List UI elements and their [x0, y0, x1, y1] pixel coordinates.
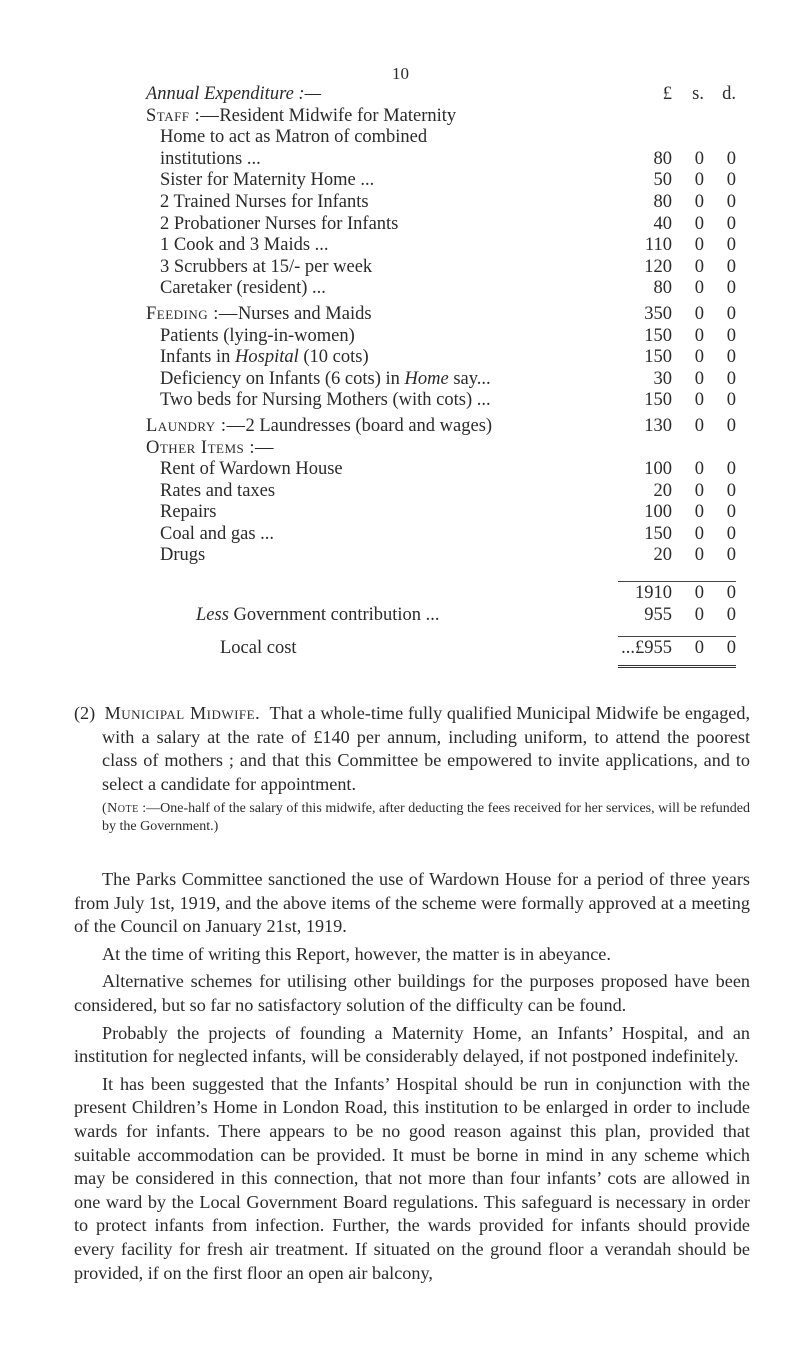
amount-pounds: 80	[653, 148, 672, 169]
less-row	[146, 605, 736, 627]
municipal-heading: Municipal Midwife.	[104, 703, 261, 723]
municipal-text: That a whole-time fully qualified Municipal Midwife be engaged, with a salary at the rate of £140 per annum, including uniform, to attend the poorest class of mothers ; and that this Committee be empowered to invite applications, and to select a candidate for appointment.	[102, 703, 751, 794]
amount-shillings: 0	[694, 325, 704, 346]
amount-pounds: 40	[653, 213, 672, 234]
staff-label: Staff :—	[146, 105, 220, 126]
local-cost-row	[146, 638, 736, 660]
staff-first-text: Resident Midwife for Maternity	[219, 105, 457, 126]
amount-pounds: 130	[644, 415, 672, 436]
amount-shillings: 0	[694, 278, 704, 299]
amount-shillings: 0	[694, 638, 704, 659]
amount-shillings: 0	[694, 390, 704, 411]
paragraph: The Parks Committee sanctioned the use of Wardown House for a period of three years from July 1st, 1919, and the above items of the scheme were formally approved at a meeting of the Council on January 21st, 1919.	[74, 869, 750, 937]
amount-pence: 0	[726, 604, 736, 625]
amount-shillings: 0	[694, 213, 704, 234]
amount-shillings: 0	[694, 523, 704, 544]
municipal-number: (2)	[74, 703, 96, 723]
feeding-item-label: Two beds for Nursing Mothers (with cots) ...	[160, 390, 491, 411]
amount-shillings: 0	[694, 604, 704, 625]
amount-pounds: 150	[644, 390, 672, 411]
item-label: 3 Scrubbers at 15/- per week	[160, 256, 373, 277]
page-number: 10	[392, 64, 409, 83]
amount-pence: 0	[726, 213, 736, 234]
amount-pence: 0	[726, 278, 736, 299]
feeding-first-label: Nurses and Maids	[237, 303, 372, 324]
amount-pounds: 100	[644, 459, 672, 480]
staff-item-row	[146, 214, 736, 236]
paragraph: Probably the projects of founding a Maternity Home, an Infants’ Hospital, and an institution for neglected infants, will be considerably delayed, if not postponed indefinitely.	[74, 1022, 750, 1067]
feeding-item-label: Deficiency on Infants (6 cots) in	[160, 368, 405, 389]
amount-pence: 0	[726, 523, 736, 544]
amount-shillings: 0	[694, 235, 704, 256]
col-shillings: s.	[692, 84, 704, 104]
expenditure-heading-row	[146, 84, 736, 106]
amount-shillings: 0	[694, 347, 704, 368]
amount-shillings: 0	[694, 303, 704, 324]
amount-pence: 0	[726, 191, 736, 212]
amount-pounds: 50	[653, 170, 672, 191]
item-label: Drugs	[160, 545, 206, 566]
amount-pounds: 955	[644, 604, 672, 625]
amount-pounds: 350	[644, 303, 672, 324]
local-cost-label: Local cost	[220, 638, 297, 659]
amount-pence: 0	[726, 368, 736, 389]
other-item-row	[146, 524, 736, 546]
staff-item-row	[146, 235, 736, 257]
amount-pounds: 80	[653, 191, 672, 212]
amount-shillings: 0	[694, 480, 704, 501]
item-label: Coal and gas ...	[160, 523, 275, 544]
amount-pence: 0	[726, 545, 736, 566]
amount-shillings: 0	[694, 368, 704, 389]
other-item-row	[146, 502, 736, 524]
amount-pounds: 80	[653, 278, 672, 299]
other-items-row	[146, 438, 736, 460]
staff-item-row	[146, 192, 736, 214]
feeding-row	[146, 347, 736, 369]
feeding-row-1	[146, 304, 736, 326]
feeding-row	[146, 390, 736, 412]
total-row	[146, 583, 736, 605]
amount-pounds: ...£955	[621, 638, 672, 659]
other-item-row	[146, 545, 736, 567]
amount-pence: 0	[726, 235, 736, 256]
feeding-label: Feeding :—	[146, 303, 238, 324]
less-label: Less	[196, 604, 229, 625]
amount-pence: 0	[726, 638, 736, 659]
feeding-item-label: Patients (lying-in-women)	[160, 325, 355, 346]
amount-pence: 0	[726, 325, 736, 346]
amount-pence: 0	[726, 303, 736, 324]
amount-pence: 0	[726, 390, 736, 411]
amount-pounds: 30	[653, 368, 672, 389]
amount-pounds: 150	[644, 347, 672, 368]
feeding-item-label: Infants in	[160, 347, 236, 368]
amount-shillings: 0	[694, 256, 704, 277]
amount-shillings: 0	[694, 170, 704, 191]
amount-pence: 0	[726, 170, 736, 191]
item-label: Repairs	[160, 502, 217, 523]
amount-pence: 0	[726, 415, 736, 436]
item-label: 2 Trained Nurses for Infants	[160, 191, 369, 212]
total-rule	[618, 581, 736, 582]
feeding-row	[146, 326, 736, 348]
laundry-label: Laundry :—	[146, 415, 246, 436]
amount-shillings: 0	[694, 545, 704, 566]
amount-pence: 0	[726, 583, 736, 604]
local-double-rule	[618, 665, 736, 668]
item-label: Rent of Wardown House	[160, 459, 343, 480]
note-label: (Note	[102, 801, 139, 817]
amount-pence: 0	[726, 347, 736, 368]
laundry-text: 2 Laundresses (board and wages)	[245, 415, 493, 436]
amount-shillings: 0	[694, 191, 704, 212]
less-text: Government contribution ...	[228, 604, 440, 625]
amount-pence: 0	[726, 502, 736, 523]
note-text: :—One-half of the salary of this midwife, after deducting the fees received for her services, will be refunded by the Government.)	[102, 801, 751, 835]
item-label: 1 Cook and 3 Maids ...	[160, 235, 329, 256]
amount-pounds: 150	[644, 325, 672, 346]
other-item-row	[146, 481, 736, 503]
paragraph: At the time of writing this Report, however, the matter is in abeyance.	[102, 943, 611, 964]
amount-pounds: 20	[653, 480, 672, 501]
col-pence: d.	[722, 84, 736, 104]
amount-pence: 0	[726, 148, 736, 169]
feeding-item-label-italic: Home	[404, 368, 449, 389]
amount-pence: 0	[726, 459, 736, 480]
amount-pence: 0	[726, 256, 736, 277]
other-item-row	[146, 459, 736, 481]
feeding-item-label-post: say...	[448, 368, 491, 389]
staff-item-row	[146, 278, 736, 300]
amount-pence: 0	[726, 480, 736, 501]
expenditure-heading: Annual Expenditure :—	[146, 84, 322, 104]
paragraph: Alternative schemes for utilising other buildings for the purposes proposed have been considered, but so far no satisfactory solution of the difficulty can be found.	[74, 971, 750, 1015]
amount-pounds: 120	[644, 256, 672, 277]
staff-row-1	[146, 106, 736, 128]
amount-pounds: 1910	[635, 583, 672, 604]
amount-shillings: 0	[694, 148, 704, 169]
staff-row-2	[146, 127, 736, 149]
staff-item-row	[146, 257, 736, 279]
laundry-row	[146, 416, 736, 438]
municipal-paragraph	[74, 702, 750, 796]
other-items-label: Other Items :—	[146, 437, 275, 458]
feeding-row	[146, 369, 736, 391]
feeding-item-label-italic: Hospital	[235, 347, 299, 368]
municipal-note	[74, 800, 750, 836]
local-rule	[618, 636, 736, 637]
item-label: Rates and taxes	[160, 480, 276, 501]
amount-pounds: 20	[653, 545, 672, 566]
amount-pounds: 150	[644, 523, 672, 544]
feeding-item-label-post: (10 cots)	[298, 347, 369, 368]
staff-first-line2: Home to act as Matron of combined	[160, 127, 428, 148]
col-pounds: £	[662, 84, 672, 104]
item-label: Caretaker (resident) ...	[160, 278, 326, 299]
body-text	[74, 868, 750, 1285]
amount-pounds: 110	[644, 235, 672, 256]
amount-shillings: 0	[694, 502, 704, 523]
item-label: 2 Probationer Nurses for Infants	[160, 213, 399, 234]
staff-row-3	[146, 149, 736, 171]
staff-first-line3: institutions ...	[160, 148, 261, 169]
expenditure-table	[146, 84, 736, 668]
staff-item-row	[146, 170, 736, 192]
amount-shillings: 0	[694, 583, 704, 604]
amount-pounds: 100	[644, 502, 672, 523]
amount-shillings: 0	[694, 459, 704, 480]
amount-shillings: 0	[694, 415, 704, 436]
municipal-section	[74, 702, 750, 842]
item-label: Sister for Maternity Home ...	[160, 170, 375, 191]
paragraph: It has been suggested that the Infants’ Hospital should be run in conjunction with the present Children’s Home in London Road, this institution to be enlarged in order to include wards for infants. There appears to be no good reason against this plan, provided that suitable accommodation can be provided. It must be borne in mind in any scheme which may be considered in this connection, that not more than four infants’ cots are allowed in one ward by the Local Government Board regulations. This safeguard is necessary in order to protect infants from infection. Further, the wards provided for infants should provide every facility for fresh air treatment. If situated on the ground floor a verandah should be provided, if on the first floor an open air balcony,	[74, 1073, 750, 1283]
